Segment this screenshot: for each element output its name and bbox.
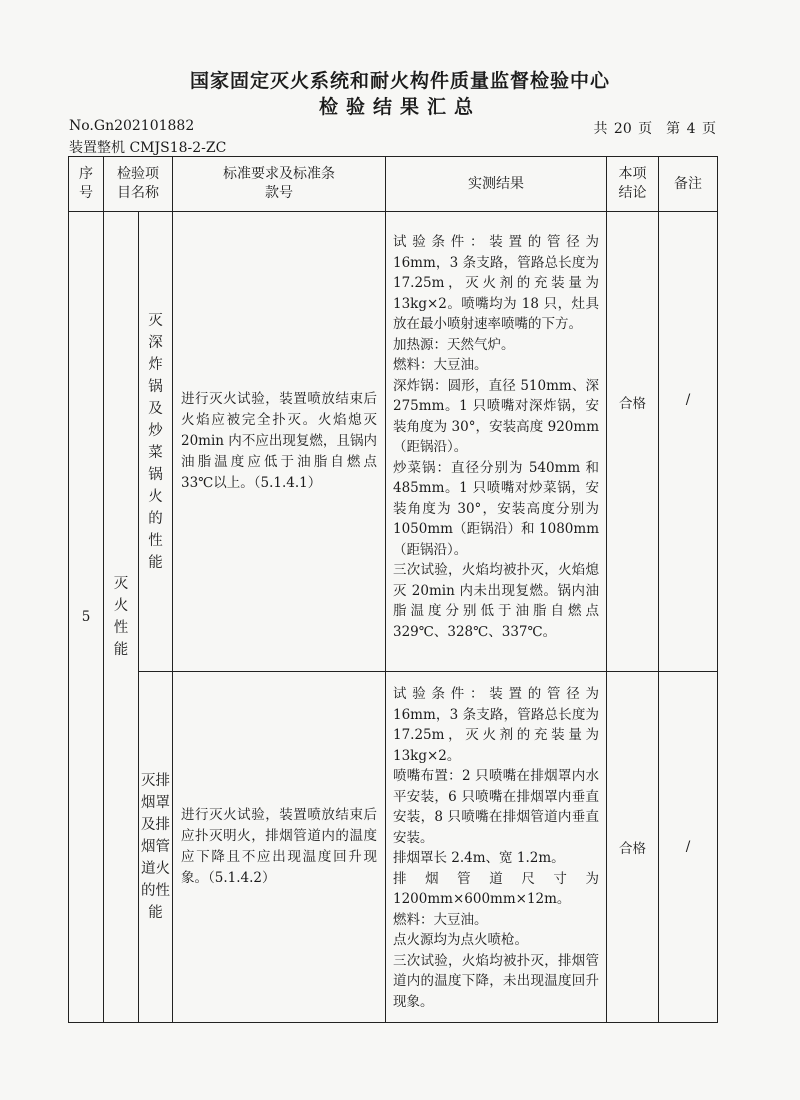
table-row bbox=[69, 212, 718, 672]
header-seq: 序号 bbox=[69, 157, 104, 212]
subitem-cell: 灭深炸锅及炒菜锅火的性能 bbox=[139, 212, 173, 672]
header-conclusion: 本项结论 bbox=[607, 157, 659, 212]
header-standard: 标准要求及标准条款号 bbox=[173, 157, 386, 212]
standard-cell: 进行灭火试验，装置喷放结束后应扑灭明火，排烟管道内的温度应下降且不应出现温度回升现象。（5.1.4.2） bbox=[173, 672, 386, 1023]
table-header-row bbox=[69, 157, 718, 212]
header-result: 实测结果 bbox=[386, 157, 607, 212]
report-title: 检验结果汇总 bbox=[318, 96, 481, 118]
report-number: No.Gn202101882 bbox=[69, 118, 195, 134]
header-item: 检验项目名称 bbox=[104, 157, 173, 212]
header-remark: 备注 bbox=[659, 157, 718, 212]
table-row bbox=[69, 672, 718, 1023]
device-model: 装置整机 CMJS18-2-ZC bbox=[69, 140, 227, 156]
result-cell: 试验条件：装置的管径为 16mm，3 条支路，管路总长度为 17.25m，灭火剂的充装量为 13kg×2。 喷嘴布置：2 只喷嘴在排烟罩内水平安装，6 只喷嘴在排烟罩内垂直安装，8 只喷嘴在排烟管道内垂直安装。 排烟罩长 2.4m、宽 1.2m。 排烟管道尺寸为 1200mm×600mm×12m。 燃料：大豆油。 点火源均为点火喷枪。 三次试验，火焰均被扑灭，排烟管道内的温度下降，未出现温度回升现象。 bbox=[386, 672, 607, 1023]
conclusion-cell: 合格 bbox=[607, 672, 659, 1023]
result-cell: 试验条件：装置的管径为 16mm，3 条支路，管路总长度为 17.25m，灭火剂的充装量为 13kg×2。喷嘴均为 18 只，灶具放在最小喷射速率喷嘴的下方。 加热源：天然气炉。 燃料：大豆油。 深炸锅：圆形，直径 510mm、深 275mm。1 只喷嘴对深炸锅，安装角度为 30°，安装高度 920mm（距锅沿）。 炒菜锅：直径分别为 540mm 和 485mm。1 只喷嘴对炒菜锅，安装角度为 30°，安装高度分别为 1050mm（距锅沿）和 1080mm（距锅沿）。 三次试验，火焰均被扑灭，火焰熄灭 20min 内未出现复燃。锅内油脂温度分别低于油脂自燃点 329℃、328℃、337℃。 bbox=[386, 212, 607, 672]
subitem-cell: 灭排烟罩及排烟管道火的性能 bbox=[139, 672, 173, 1023]
standard-cell: 进行灭火试验，装置喷放结束后火焰应被完全扑灭。火焰熄灭 20min 内不应出现复燃，且锅内油脂温度应低于油脂自燃点 33℃以上。（5.1.4.1） bbox=[173, 212, 386, 672]
remark-cell: / bbox=[659, 672, 718, 1023]
conclusion-cell: 合格 bbox=[607, 212, 659, 672]
org-title: 国家固定灭火系统和耐火构件质量监督检验中心 bbox=[189, 70, 610, 92]
remark-cell: / bbox=[659, 212, 718, 672]
category-cell: 灭火性能 bbox=[104, 212, 139, 1023]
page-count: 共 20 页 第 4 页 bbox=[593, 121, 716, 137]
seq-cell: 5 bbox=[69, 212, 104, 1023]
results-table bbox=[68, 156, 718, 1023]
